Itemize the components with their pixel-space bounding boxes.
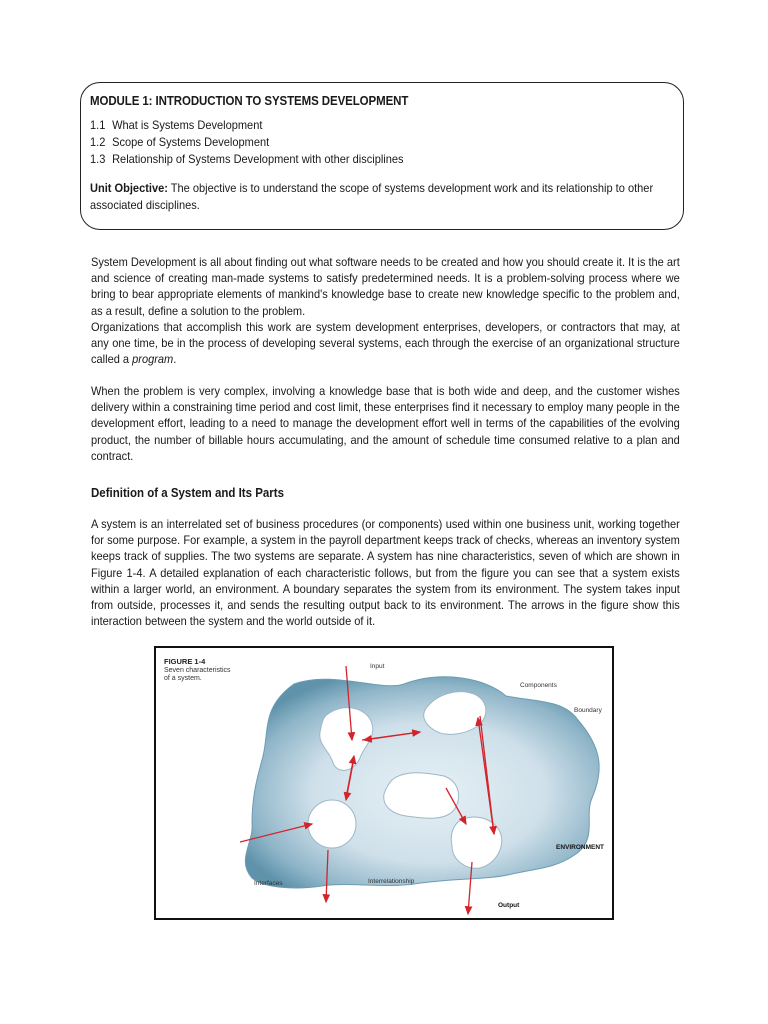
component-left [308, 800, 356, 848]
outline-number: 1.1 [90, 118, 106, 132]
paragraph-intro [91, 254, 680, 367]
label-output: Output [498, 902, 520, 909]
label-boundary: Boundary [574, 707, 602, 714]
module-summary-box [80, 82, 684, 230]
figure-1-4 [154, 646, 614, 920]
label-components: Components [520, 682, 557, 689]
label-interfaces: Interfaces [254, 880, 283, 887]
component-center [384, 773, 459, 819]
figure-caption-line: of a system. [164, 675, 202, 682]
outline-text: Scope of Systems Development [112, 135, 270, 149]
module-outline [90, 117, 673, 168]
outline-item [90, 151, 626, 168]
outline-item [90, 134, 626, 151]
outline-text: Relationship of Systems Development with other disciplines [112, 152, 404, 166]
module-title: MODULE 1: INTRODUCTION TO SYSTEMS DEVELOPMENT [90, 94, 409, 108]
paragraph-organizations-end: . [173, 352, 177, 367]
figure-caption [164, 658, 231, 684]
label-input: Input [370, 663, 385, 670]
label-interrelationship: Interrelationship [368, 878, 415, 885]
section-heading: Definition of a System and Its Parts [91, 486, 284, 500]
program-emphasis: program [132, 352, 174, 367]
figure-caption-line: Seven characteristics [164, 666, 231, 674]
paragraph-intro-text: System Development is all about finding out what software needs to be created and how you should create it. It is the art and science of creating man-made systems to satisfy predetermined needs. It is a problem-solving process where we bring to bear appropriate elements of mankind's knowledge base to create new knowledge specific to the problem and, as a result, define a solution to the problem. [91, 255, 680, 318]
outline-item [90, 117, 626, 134]
paragraph-system-definition: A system is an interrelated set of business procedures (or components) used within one business unit, working together for some purpose. For example, a system in the payroll department keeps track of checks, whereas an inventory system keeps track of supplies. The two systems are separate. A system has nine characteristics, seven of which are shown in Figure 1-4. A detailed explanation of each characteristic follows, but from the figure you can see that a system exists within a larger world, an environment. A boundary separates the system from its environment. The system takes input from outside, processes it, and sends the resulting output back to its environment. The arrows in the figure show this interaction between the system and the world outside of it. [91, 517, 680, 629]
label-environment: ENVIRONMENT [556, 844, 605, 851]
outline-number: 1.3 [90, 152, 106, 166]
outline-number: 1.2 [90, 135, 106, 149]
paragraph-organizations-text: Organizations that accomplish this work are system development enterprises, developers, or contractors that may, at any one time, be in the process of developing several systems, each through the exercise of an organizational structure called a [91, 319, 680, 367]
unit-objective-label: Unit Objective: [90, 181, 168, 195]
outline-text: What is Systems Development [112, 118, 263, 132]
figure-number: FIGURE 1-4 [164, 657, 206, 666]
paragraph-complexity: When the problem is very complex, involving a knowledge base that is both wide and deep, and the customer wishes delivery within a constraining time period and cost limit, these enterprises find it necessary to employ many people in the development effort, leading to a need to manage the development effort well in terms of the capabilities of the evolving product, the number of billable hours accumulating, and the amount of schedule time consumed relative to a plan and contract. [91, 384, 680, 463]
unit-objective-text: The objective is to understand the scope of systems development work and its relationship to other associated disciplines. [90, 181, 654, 212]
unit-objective [90, 180, 679, 214]
